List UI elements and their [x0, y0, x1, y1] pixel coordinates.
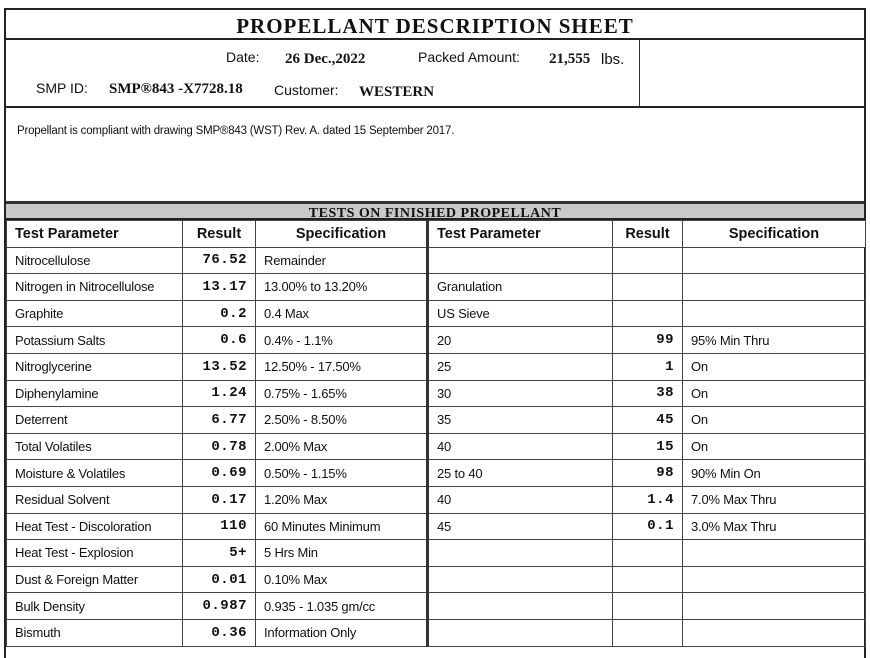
cell-right-parameter: [428, 593, 613, 620]
cell-left-specification: 0.4 Max: [256, 300, 428, 327]
cell-left-parameter: Diphenylamine: [7, 380, 183, 407]
cell-right-result: [613, 593, 683, 620]
cell-right-result: 1.4: [613, 486, 683, 513]
cell-left-parameter: Dust & Foreign Matter: [7, 566, 183, 593]
table-row: [7, 300, 866, 327]
cell-left-result: 110: [183, 513, 256, 540]
col-header-specification: Specification: [256, 221, 428, 248]
table-row: [7, 593, 866, 620]
cell-right-specification: [683, 593, 866, 620]
cell-right-specification: 7.0% Max Thru: [683, 486, 866, 513]
cell-left-result: 5+: [183, 540, 256, 567]
cell-left-parameter: Bulk Density: [7, 593, 183, 620]
cell-left-specification: 0.10% Max: [256, 566, 428, 593]
header-divider: [639, 40, 640, 106]
cell-left-parameter: Nitrocellulose: [7, 247, 183, 274]
cell-left-specification: 1.20% Max: [256, 486, 428, 513]
section-title: TESTS ON FINISHED PROPELLANT: [6, 204, 864, 220]
cell-right-result: 15: [613, 433, 683, 460]
cell-right-specification: On: [683, 407, 866, 434]
cell-left-specification: 0.935 - 1.035 gm/cc: [256, 593, 428, 620]
cell-left-specification: 12.50% - 17.50%: [256, 353, 428, 380]
cell-right-specification: 90% Min On: [683, 460, 866, 487]
cell-left-result: 1.24: [183, 380, 256, 407]
packed-amount-value: 21,555: [549, 51, 591, 67]
cell-left-specification: 13.00% to 13.20%: [256, 274, 428, 301]
table-row: [7, 460, 866, 487]
compliance-text: Propellant is compliant with drawing SMP®843 (WST) Rev. A. dated 15 September 2017.: [17, 125, 455, 137]
cell-right-result: [613, 247, 683, 274]
customer-label: Customer:: [274, 82, 339, 98]
cell-left-specification: 5 Hrs Min: [256, 540, 428, 567]
cell-right-result: 98: [613, 460, 683, 487]
cell-left-result: 13.17: [183, 274, 256, 301]
cell-left-result: 76.52: [183, 247, 256, 274]
cell-left-result: 0.6: [183, 327, 256, 354]
date-value: 26 Dec.,2022: [285, 51, 366, 67]
cell-right-specification: [683, 300, 866, 327]
cell-right-result: 0.1: [613, 513, 683, 540]
cell-right-result: [613, 540, 683, 567]
cell-right-specification: On: [683, 353, 866, 380]
cell-left-specification: 2.50% - 8.50%: [256, 407, 428, 434]
table-row: [7, 380, 866, 407]
table-row: [7, 540, 866, 567]
cell-right-parameter: 45: [428, 513, 613, 540]
cell-right-parameter: [428, 540, 613, 567]
table-row: [7, 566, 866, 593]
cell-left-result: 0.78: [183, 433, 256, 460]
cell-left-parameter: Heat Test - Explosion: [7, 540, 183, 567]
cell-right-specification: [683, 274, 866, 301]
table-row: [7, 247, 866, 274]
cell-left-result: 0.2: [183, 300, 256, 327]
cell-right-parameter: 25: [428, 353, 613, 380]
cell-left-result: 13.52: [183, 353, 256, 380]
cell-right-result: 38: [613, 380, 683, 407]
cell-left-result: 6.77: [183, 407, 256, 434]
cell-left-parameter: Bismuth: [7, 619, 183, 646]
cell-left-parameter: Graphite: [7, 300, 183, 327]
cell-left-parameter: Nitrogen in Nitrocellulose: [7, 274, 183, 301]
cell-right-parameter: 25 to 40: [428, 460, 613, 487]
cell-right-result: [613, 566, 683, 593]
cell-left-specification: 2.00% Max: [256, 433, 428, 460]
cell-left-specification: 60 Minutes Minimum: [256, 513, 428, 540]
cell-left-parameter: Deterrent: [7, 407, 183, 434]
table-row: [7, 353, 866, 380]
cell-right-specification: [683, 566, 866, 593]
col-header-result-right: Result: [613, 221, 683, 248]
cell-left-parameter: Nitroglycerine: [7, 353, 183, 380]
cell-left-parameter: Moisture & Volatiles: [7, 460, 183, 487]
cell-right-parameter: 40: [428, 433, 613, 460]
packed-amount-unit: lbs.: [601, 51, 625, 68]
cell-left-specification: 0.4% - 1.1%: [256, 327, 428, 354]
cell-left-result: 0.36: [183, 619, 256, 646]
cell-right-result: [613, 274, 683, 301]
cell-right-specification: [683, 247, 866, 274]
col-header-test-parameter-right: Test Parameter: [428, 221, 613, 248]
date-label: Date:: [226, 49, 260, 65]
cell-left-parameter: Heat Test - Discoloration: [7, 513, 183, 540]
cell-right-parameter: [428, 566, 613, 593]
cell-right-parameter: 35: [428, 407, 613, 434]
cell-right-parameter: US Sieve: [428, 300, 613, 327]
packed-amount-label: Packed Amount:: [418, 49, 520, 65]
smp-id-value: SMP®843 -X7728.18: [109, 81, 243, 97]
cell-right-specification: 3.0% Max Thru: [683, 513, 866, 540]
cell-right-result: 45: [613, 407, 683, 434]
cell-left-specification: 0.75% - 1.65%: [256, 380, 428, 407]
cell-left-result: 0.17: [183, 486, 256, 513]
cell-left-result: 0.69: [183, 460, 256, 487]
cell-right-result: 1: [613, 353, 683, 380]
col-header-result: Result: [183, 221, 256, 248]
cell-left-parameter: Residual Solvent: [7, 486, 183, 513]
table-header-row: [7, 221, 866, 248]
cell-left-result: 0.987: [183, 593, 256, 620]
cell-right-result: [613, 619, 683, 646]
propellant-description-sheet: [4, 8, 866, 658]
header-info: [6, 40, 864, 108]
table-row: [7, 433, 866, 460]
customer-value: WESTERN: [359, 84, 435, 100]
cell-left-parameter: Total Volatiles: [7, 433, 183, 460]
cell-right-parameter: [428, 247, 613, 274]
table-row: [7, 327, 866, 354]
cell-right-result: 99: [613, 327, 683, 354]
cell-left-result: 0.01: [183, 566, 256, 593]
cell-right-specification: [683, 540, 866, 567]
cell-right-specification: On: [683, 433, 866, 460]
smp-id-label: SMP ID:: [36, 80, 88, 96]
cell-left-specification: Remainder: [256, 247, 428, 274]
cell-left-parameter: Potassium Salts: [7, 327, 183, 354]
cell-right-specification: [683, 619, 866, 646]
col-header-specification-right: Specification: [683, 221, 866, 248]
cell-right-result: [613, 300, 683, 327]
cell-left-specification: Information Only: [256, 619, 428, 646]
table-row: [7, 274, 866, 301]
cell-right-parameter: [428, 619, 613, 646]
table-row: [7, 486, 866, 513]
cell-right-parameter: 40: [428, 486, 613, 513]
cell-right-specification: On: [683, 380, 866, 407]
cell-right-parameter: 30: [428, 380, 613, 407]
cell-right-parameter: Granulation: [428, 274, 613, 301]
compliance-note: [6, 108, 864, 204]
col-header-test-parameter: Test Parameter: [7, 221, 183, 248]
table-row: [7, 513, 866, 540]
table-row: [7, 407, 866, 434]
cell-right-specification: 95% Min Thru: [683, 327, 866, 354]
table-row: [7, 619, 866, 646]
cell-right-parameter: 20: [428, 327, 613, 354]
page-title: PROPELLANT DESCRIPTION SHEET: [6, 10, 864, 40]
tests-table: [6, 220, 866, 647]
cell-left-specification: 0.50% - 1.15%: [256, 460, 428, 487]
